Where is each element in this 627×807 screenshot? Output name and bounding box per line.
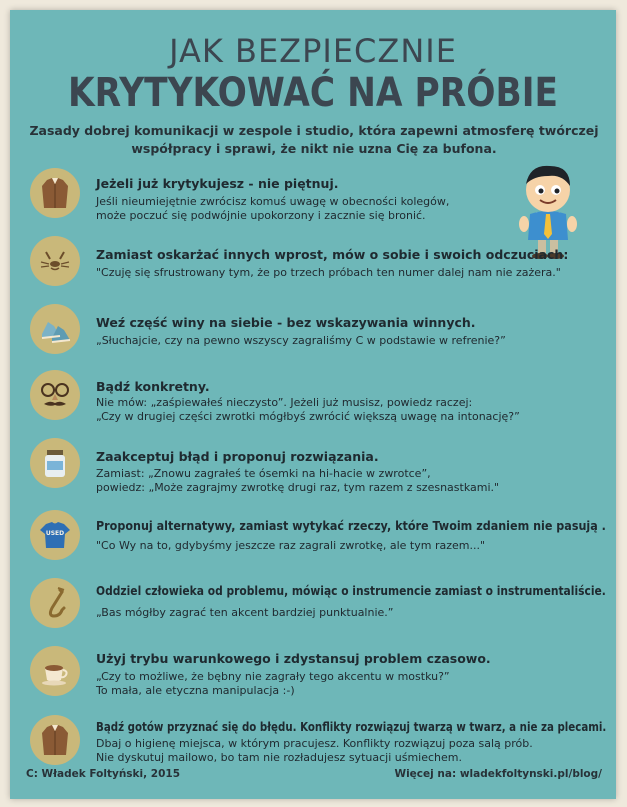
tip-8-heading: Użyj trybu warunkowego i zdystansuj problem czasowo.: [96, 651, 491, 666]
tip-2-heading: Zamiast oskarżać innych wprost, mów o sobie i swoich odczuciach:: [96, 247, 569, 262]
tip-1-icon-circle: [30, 168, 80, 218]
coffee-cup-icon: [38, 654, 72, 688]
tip-6-heading: Proponuj alternatywy, zamiast wytykać rzeczy, które Twoim zdaniem nie pasują .: [96, 518, 606, 533]
tip-1-heading: Jeżeli już krytykujesz - nie piętnuj.: [96, 176, 339, 191]
tip-3-icon-circle: [30, 304, 80, 354]
tip-4-icon-circle: [30, 370, 80, 420]
tip-6-icon-circle: [30, 510, 80, 560]
tip-8-body: „Czy to możliwe, że bębny nie zagrały tego akcentu w mostku?” To mała, ale etyczna manipulacja :-): [96, 670, 450, 697]
tip-2-body: "Czuję się sfrustrowany tym, że po trzech próbach ten numer dalej nam nie zażera.": [96, 266, 561, 279]
tip-6-body: "Co Wy na to, gdybyśmy jeszcze raz zagrali zwrotkę, ale tym razem...": [96, 539, 486, 552]
jacket-icon: [38, 176, 72, 210]
infographic-card: [10, 10, 616, 799]
tip-7-body: „Bas mógłby zagrać ten akcent bardziej punktualnie.”: [96, 606, 394, 619]
title-line-2: KRYTYKOWAĆ NA PRÓBIE: [67, 70, 558, 116]
title-line-1: JAK BEZPIECZNIE: [169, 32, 457, 70]
businessman-mascot-icon: [512, 160, 584, 260]
footer-blog-link[interactable]: Więcej na: wladekfoltynski.pl/blog/: [394, 768, 602, 780]
tip-7-icon-circle: [30, 578, 80, 628]
tip-5-heading: Zaakceptuj błąd i proponuj rozwiązania.: [96, 449, 379, 464]
tip-4-heading: Bądź konkretny.: [96, 379, 210, 394]
footer-credit: C: Władek Foltyński, 2015: [26, 768, 180, 780]
jar-icon: [38, 446, 72, 480]
tip-3-heading: Weź część winy na siebie - bez wskazywania winnych.: [96, 315, 476, 330]
tip-9-icon-circle: [30, 715, 80, 765]
tip-7-heading: Oddziel człowieka od problemu, mówiąc o instrumencie zamiast o instrumentaliście.: [96, 583, 606, 598]
tshirt-used-label: USED: [45, 530, 65, 537]
tip-5-icon-circle: [30, 438, 80, 488]
tip-8-icon-circle: [30, 646, 80, 696]
tip-5-body: Zamiast: „Znowu zagrałeś te ósemki na hi-hacie w zwrotce”, powiedz: „Może zagrajmy zwrotkę drugi raz, tym razem z szesnastkami.": [96, 467, 500, 494]
saxophone-icon: [38, 586, 72, 620]
tip-9-heading: Bądź gotów przyznać się do błędu. Konflikty rozwiązuj twarzą w twarz, a nie za plecami.: [96, 719, 607, 734]
tip-4-body: Nie mów: „zaśpiewałeś nieczysto”. Jeżeli już musisz, powiedz raczej: „Czy w drugiej części zwrotki mógłbyś zwrócić większą uwagę na intonację?”: [96, 396, 520, 423]
cat-face-icon: [38, 244, 72, 278]
tshirt-icon: [38, 518, 72, 552]
tip-1-body: Jeśli nieumiejętnie zwrócisz komuś uwagę w obecności kolegów, może poczuć się podwójnie upokorzony i zacznie się bronić.: [96, 195, 450, 222]
tip-3-body: „Słuchajcie, czy na pewno wszyscy zagraliśmy C w podstawie w refrenie?”: [96, 334, 506, 347]
sneakers-icon: [38, 312, 72, 346]
mustache-glasses-icon: [38, 378, 72, 412]
tip-2-icon-circle: [30, 236, 80, 286]
intro-text: Zasady dobrej komunikacji w zespole i studio, która zapewni atmosferę twórczej współpracy i sprawi, że nikt nie uzna Cię za bufona.: [29, 123, 599, 156]
jacket-icon: [38, 723, 72, 757]
tip-9-body: Dbaj o higienę miejsca, w którym pracujesz. Konflikty rozwiązuj poza salą prób. Nie dyskutuj mailowo, bo tam nie rozładujesz sytuacji uśmiechem.: [96, 737, 533, 764]
